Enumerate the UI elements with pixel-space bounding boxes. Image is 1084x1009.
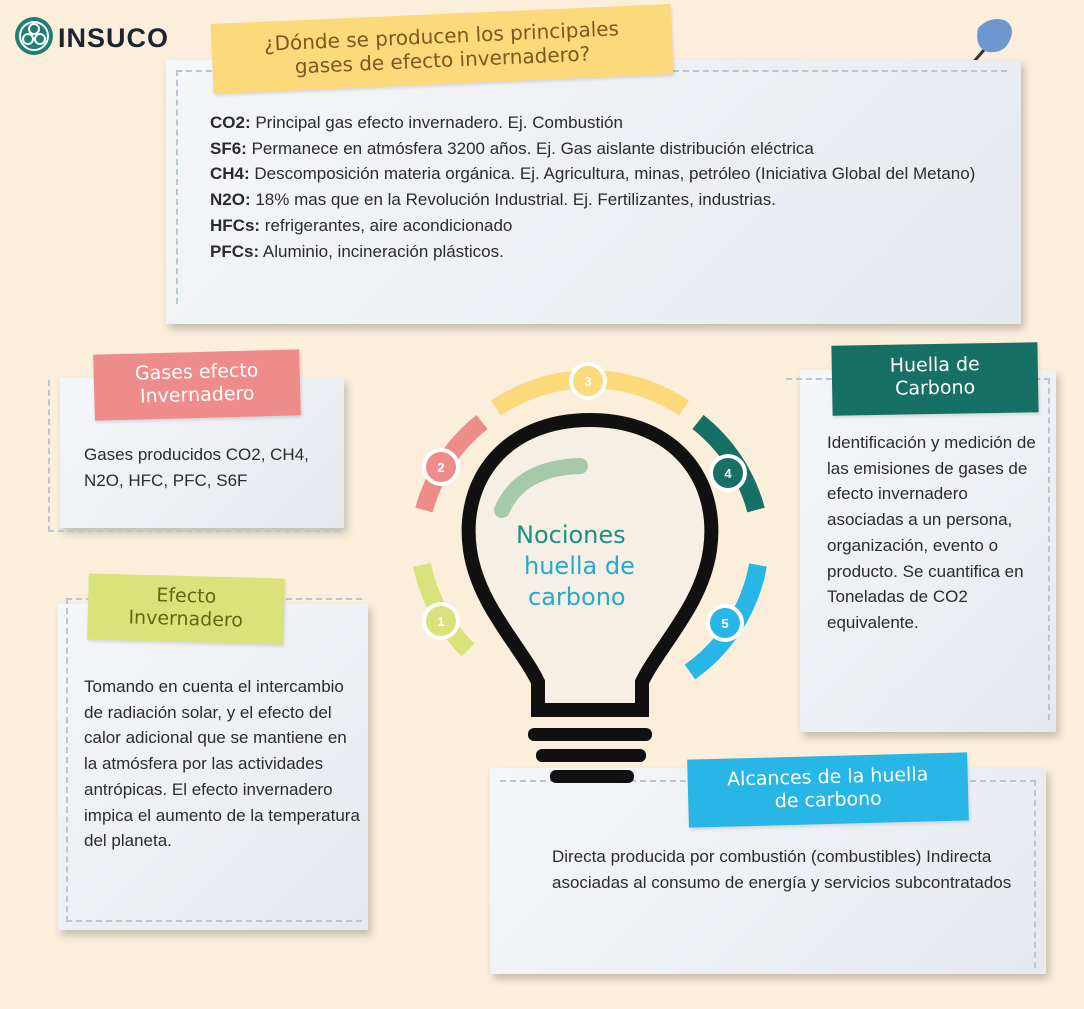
huella-card-text: Identificación y medición de las emisiones de gases de efecto invernadero asociadas a un persona, organización, evento o producto. Se cuantifica en Toneladas de CO2 equivalente. [827,433,1036,632]
step-2: 2 [426,452,456,482]
bulb-title-line1: Nociones [516,521,626,549]
top-card-title: ¿Dónde se producen los principales gases de efecto invernadero? [263,16,620,79]
alcances-card-text: Directa producida por combustión (combustibles) Indirecta asociadas al consumo de energía y servicios subcontratados [552,847,1012,892]
list-item: HFCs: refrigerantes, aire acondicionado [210,215,513,235]
huella-card-tag [831,342,1038,416]
bulb-base-3 [550,770,634,783]
list-item: SF6: Permanece en atmósfera 3200 años. Ej. Gas aislante distribución eléctrica [210,138,814,158]
step-3: 3 [573,366,603,396]
alcances-card-tag-label: Alcances de la huella de carbono [726,763,929,813]
bulb-title [492,520,672,613]
bulb-title-line3: carbono [528,583,626,611]
list-item: CO2: Principal gas efecto invernadero. Ej. Combustión [210,113,623,132]
brand-name: INSUCO [58,23,170,53]
efecto-card-tag-label: Efecto Invernadero [128,584,244,632]
efecto-card-text: Tomando en cuenta el intercambio de radiación solar, y el efecto del calor adicional que se mantiene en la atmósfera por las actividades antrópicas. El efecto invernadero impica el aumento de la temperatura del planeta. [84,677,360,851]
insuco-logo-icon [14,16,54,56]
bulb-title-line2: huella de [524,552,635,580]
list-item: N2O: 18% mas que en la Revolución Industrial. Ej. Fertilizantes, industrias. [210,190,776,210]
list-item: PFCs: Aluminio, incineración plásticos. [210,241,504,261]
efecto-card-tag [87,573,285,644]
bulb-base-2 [536,749,646,762]
step-1: 1 [426,606,456,636]
list-item: CH4: Descomposición materia orgánica. Ej. Agricultura, minas, petróleo (Iniciativa Global del Metano) [210,164,976,184]
top-card-list [210,110,1000,264]
gases-card-tag-label: Gases efecto Invernadero [134,359,259,408]
huella-card-tag-label: Huella de Carbono [889,353,980,400]
step-5: 5 [710,608,740,638]
step-4: 4 [713,458,743,488]
gases-card-tag [93,349,301,420]
gases-card-text: Gases producidos CO2, CH4, N2O, HFC, PFC, S6F [84,445,309,490]
bulb-base-1 [528,728,652,741]
